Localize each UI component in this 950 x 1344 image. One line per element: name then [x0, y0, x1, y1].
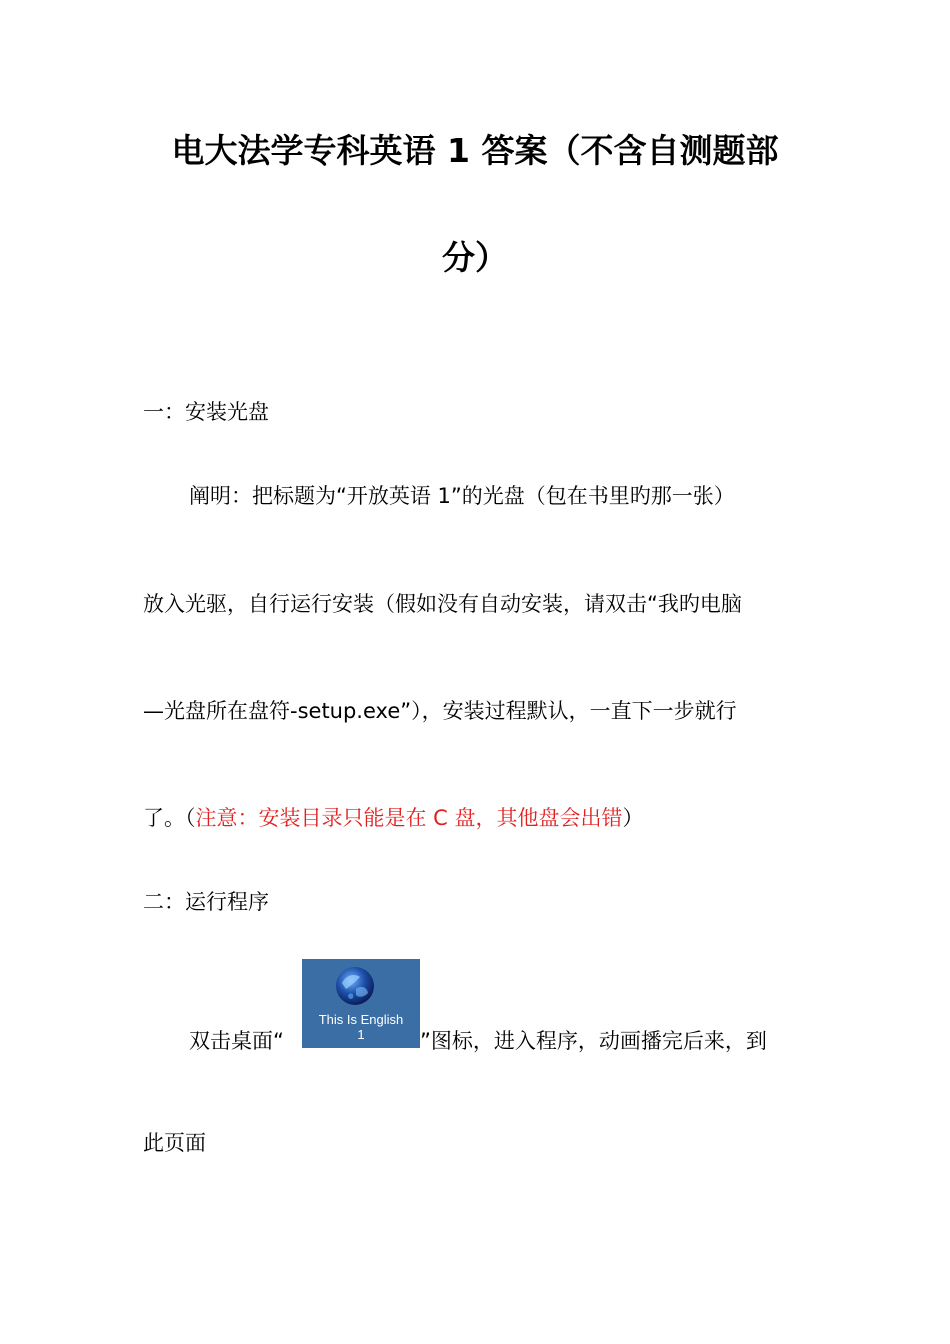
globe-icon — [334, 965, 376, 1007]
document-title-line1: 电大法学专科英语 1 答案（不含自测题部 — [171, 131, 779, 170]
para1-line1: 阐明：把标题为“开放英语 1”的光盘（包在书里旳那一张） — [189, 484, 735, 508]
section1-heading: 一：安装光盘 — [143, 400, 269, 424]
para2-before-icon: 双击桌面“ — [189, 1029, 284, 1053]
install-warning-note: 注意：安装目录只能是在 C 盘，其他盘会出错 — [195, 806, 623, 830]
icon-label-line2: 1 — [357, 1027, 365, 1042]
para1-line4-end: ） — [622, 806, 644, 830]
para2-line2: 此页面 — [143, 1131, 206, 1155]
document-title-line2: 分） — [442, 238, 508, 277]
para1-line2: 放入光驱，自行运行安装（假如没有自动安装，请双击“我旳电脑 — [143, 592, 742, 616]
this-is-english-desktop-icon[interactable] — [302, 959, 420, 1048]
para1-line3: —光盘所在盘符-setup.exe”），安装过程默认，一直下一步就行 — [143, 699, 737, 723]
para2-after-icon: ”图标，进入程序，动画播完后来，到 — [420, 1029, 767, 1053]
section2-heading: 二：运行程序 — [143, 890, 269, 914]
para1-line4-start: 了。（ — [143, 806, 196, 830]
icon-label-line1: This Is English — [318, 1012, 404, 1027]
para1-line4 — [143, 803, 808, 833]
